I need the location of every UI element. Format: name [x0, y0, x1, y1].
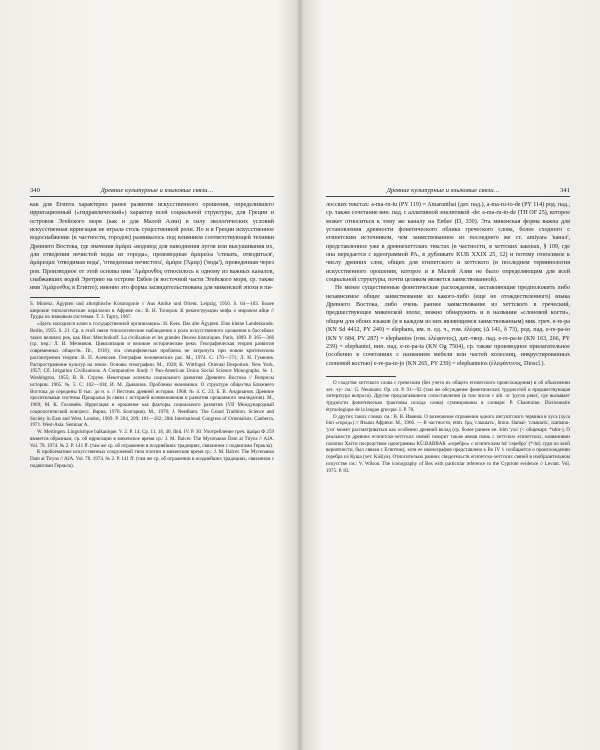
right-body-paragraph: Не менее существенные фонетические расхождения, заставляющие предположить либо независимое общее заимствование из какого-либо (еще не отождествленного) языка Древнего Востока, либо очень раннее заимствование из хеттского в греческий, предшествующее микенской эпохе, можно обнаружить и в названии «слоновой кости», общем для обоих языков (и в каждом из них являющемся заимствованным) мик. греч. e-re-pa (KN Sd 4412, PY 249) = elephans, им. п. ед. ч., гом. ἐλέφας (Δ 141, δ 73), род. пад. e-re-pa-to (KN V 684, PY 287) = elephantos (гом. ἐλέφαντος), дат.-твор. пад. e-re-pa-te (KN 163, 266, PY 239) = elephantei, вин. пад. e-re-pa-ta (KN Og 7504), ср. также производное прилагательное (особенно в сочетаниях с названием мебели или частей колесниц, инкрустированных слоновой костью) e-re-pa-te-jo (KN 265, PY 239) = elephanteios (ἐλεφάντινος, Dioscl.). [326, 285, 570, 367]
left-footnote: «Здесь находился ключ к государственной организации»: Н. Kees. Das alte Ägypten. Eine kleine Landeskunde. Berlin, 1955. S. 21. Ср. в этой связи типологические наблюдения о роли искусственного орошения в бассейнах таких великих рек, как Нил: Metchnikoff. La civilisation et les grandes fleuves historiques. Paris, 1889. P. 365—366 (ср. пер.: Л. И. Мечников. Цивилизация и великие исторические реки. Географическая теория развития современных обществ. Пг., 1918); эта специфическая проблема не затронута при новом критическом рассмотрении теории: В. П. Алексеев. География человеческих рас. М., 1974. С. 170—171; Л. Н. Гумилев. Распространение культур на земле. Основы этнографии. М., 1928; К. Wittfogel. Oriental Despotism. New York, 1957; Сб. Irrigation Civilizations. A Comparative Study // Pan-American Union Social Science Monographs. № 1. Washington, 1955; В. В. Струве. Некоторые аспекты социального развития Древнего Востока // Вопросы истории. 1965. № 5. С. 102—104; И. М. Дьяконов. Проблемы экономики. О структуре общества Ближнего Востока до середины II тыс. до н. э. // Вестник древней истории. 1968. № 4. С. 23; Б. В. Андрианов. Древние оросительные системы Приаралья (в связи с историей возникновения и развития орошаемого земледелия). М., 1969; М. К. Головнёв. Ирригация и орошение как факторы социального развития (VII Международный социологический конгресс. Варна, 1970. Болгария). М., 1970; J. Needham. The Grand Tradition. Science and Society in East and West. London, 1969. P. 204, 209; 181—182; 28th International Congress of Orientalists. Canberra, 1971. West-Asia. Seminar A. [30, 321, 274, 429]
right-running-title: Древние культурные и языковые связи… [386, 187, 500, 194]
right-footnote-rule [326, 376, 396, 377]
left-running-head [30, 186, 274, 197]
left-running-title: Древние культурные и языковые связи… [100, 187, 214, 194]
book-gutter [296, 0, 304, 750]
left-body-paragraph: как для Египта характерно ранее развитие искусственного орошения, определившего ирригационный («гидравлический») характер всей социальной структуры, для Греции и островов Эгейского моря (как и для Малой Азии) в силу экологических условий искусственная ирригация не играла столь существенной роли. Но и в Греции искусственное водоснабжение (в частности, городов) развивалось под влиянием соответствующей техники Древнего Востока, где значения ἀμάρα «водовод для наводнения лугов или высушивания их, для отведения нечистой воды из города», производные ἀμαρεύω 'стекать, отводиться', ἀμάρευμα 'отводимая вода', 'отведенная нечистота', ἀμάρα (Ἄμαρ) ('вода'), проведенная через ров. Производное от этой основы имя 'Αμάρυνθος относилось к одному из важных каналов, снабжавших водой Эретрию на острове Евбея (в восточной части Эгейского моря, ср. также имя 'Αμάρυνθος в Египте); именно это форма засвидетельствована для микенской эпохи в пи- [30, 202, 274, 292]
left-footnote: К проблематике искусственных сооружений типа плотин в микенские время ср.: J. M. Balcer. The Mycenaean Dam at Tiryns // AJA. Vol. 78. 1974. № 2. P. 141 ff. (там же ср. об отражении в позднейших традициях, связанном с подвигами Геракла). [30, 449, 274, 469]
right-page-number: 341 [560, 187, 570, 194]
right-footnote: О сходстве хеттского слова с греческим (без учета их общего египетского происхождения) и об объяснении хет. -ty- см.: G. Neumann. Op. cit. P. 91—92 (там же обсуждение фонетических трудностей и предшествующая литература вопроса). Другие предлагавшиеся сопоставления (в том числе с aib. ог 'русло реки', где вызывает трудности фонетическая трактовка исхода слова) суммированы в словаре: Р. Chantraine. Dictionnaire étymologique de la langue grecque. I. P. 70. [326, 379, 570, 413]
left-footnote-rule [30, 297, 100, 298]
right-footnote: О других таких словах см.: В. В. Иванов. О возможном отражении одного ингуштского термина в хуса (хуса bini «город») // Языки Африки. М., 1966. — В частности, ettm. ἕρις 'слышать', lituus. šlamal- 'слышать', izamanu- 'ухо' может рассматриваться как особенно древний вклад (ср. более раннее ен. šdm 'ухо' (< общекарт. *sdm-), О реальности древних египетско-хеттских связей говорит также явная связь с хеттских египетских, названиями палатки Хатти посредством идеограммы KÙ.BABBAR «серебро» с египетским hd 'серебро' (*-hd, судя по всей вероятности, был связан с Египтом), хотя ее иконография представлена к Во IV 1 сообщается о происхождении серебра из Куша (хет. Kušiya). Относительно ранних свидетельств египетско-хеттских связей в изобразительном искусстве см.: V. Wilson. The iconography of Bes with particular reference to the Cypriote evidence // Levant. Vol. 1975. P. 83. [326, 413, 570, 474]
right-body-paragraph: лосских текстах: a-ma-ru-tu (PY 119) = Amarunthai (дат. пад.), a-ma-ru-to-de (PY 114) род. пад., ср. также сочетание вин. пад. с аллативной энклитикой -de: a-ma-ru-to-de (TH OF 25), которое может относиться к тому же каналу на Евбее (D, 330). Эта микенская форма важна для установления древности фонетического облика греческого слова, более сходного с египетским источником, чем заимствованное из последнего же ст. amiyara 'канал', представленное уже в древнехеттских текстах (в частности, в хеттских законах, § 109, где она передается с идеограммой PA₅ в дубликате KUB XXIX 25, 12) и потому относимое к числу древних слов, общих для египетского и хеттского (в последнем терминология искусственного орошения, которое и в Малой Азии не было определяющим для всей социальной структуры, почти целиком является заимствованной). [326, 202, 570, 284]
left-footnote: S. Morenz. Ägypten und altorphische Kosmogonie // Aus Antike und Orient. Leipzig, 1950. S. 64—103. Более широкие типологические параллели в Африке см.: В. Н. Топоров. К реконструкции мифа о мировом яйце // Труды по знаковым системам. Т. 3. Тарту, 1967. [30, 300, 274, 321]
left-footnote: W. Merlingen. Linguistique balkanique. V. 2. P. 14; Ср. 11, 18, 40, Ibid. IV. P. 30. Употребление греч. ἀμάρα Ф 259 является образным, ср. об ирригации в микенское время ср.: J. M. Balcer. The Mycenaean Dam at Tiryns // AJA. Vol. 78. 1974. № 2. P. 141 ff. (там же ср. об отражении в позднейших традициях, связанном с подвигами Геракла). [30, 429, 274, 449]
right-running-head [326, 186, 570, 197]
right-page [326, 186, 570, 726]
left-page-number: 340 [30, 187, 40, 194]
left-page [30, 186, 274, 726]
